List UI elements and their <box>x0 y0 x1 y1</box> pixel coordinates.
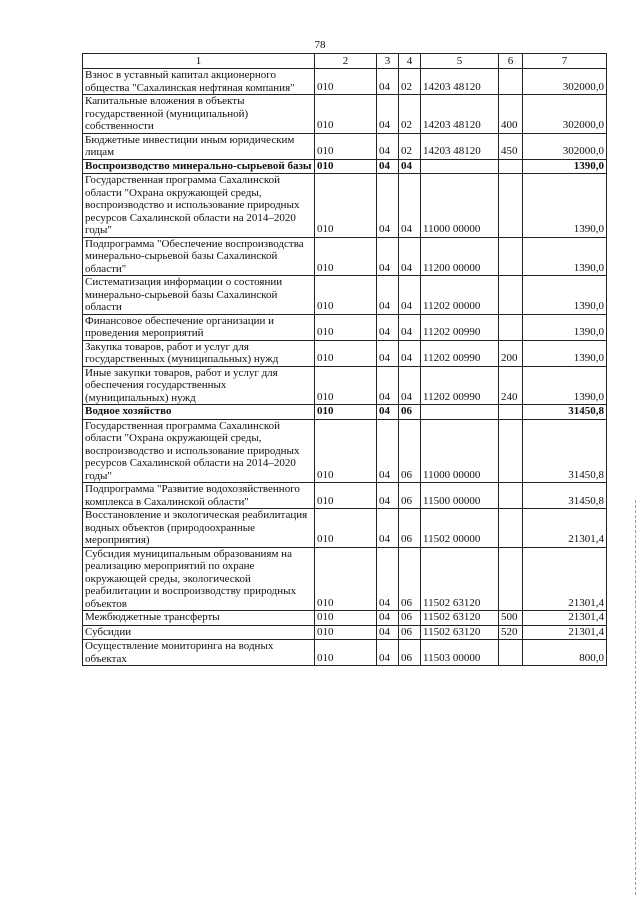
subsection-cell: 06 <box>399 405 421 420</box>
name-cell: Межбюджетные трансферты <box>83 611 315 626</box>
header-cell: 1 <box>83 54 315 69</box>
subsection-cell: 06 <box>399 611 421 626</box>
subsection-cell: 04 <box>399 159 421 174</box>
target-article-cell: 14203 48120 <box>421 69 499 95</box>
amount-cell: 1390,0 <box>523 159 607 174</box>
target-article-cell: 11502 63120 <box>421 625 499 640</box>
header-cell: 3 <box>377 54 399 69</box>
budget-table <box>82 53 607 666</box>
target-article-cell: 11200 00000 <box>421 237 499 276</box>
header-cell: 6 <box>499 54 523 69</box>
table-row <box>83 340 607 366</box>
amount-cell: 1390,0 <box>523 237 607 276</box>
expense-type-cell: 400 <box>499 95 523 134</box>
amount-cell: 21301,4 <box>523 547 607 611</box>
section-cell: 04 <box>377 611 399 626</box>
target-article-cell: 11202 00000 <box>421 276 499 315</box>
expense-type-cell: 200 <box>499 340 523 366</box>
expense-type-cell <box>499 159 523 174</box>
subsection-cell: 06 <box>399 625 421 640</box>
target-article-cell: 11502 63120 <box>421 547 499 611</box>
table-row <box>83 159 607 174</box>
amount-cell: 1390,0 <box>523 276 607 315</box>
table-row <box>83 483 607 509</box>
table-header-row <box>83 54 607 69</box>
section-code-cell: 010 <box>315 547 377 611</box>
table-row <box>83 640 607 666</box>
section-cell: 04 <box>377 276 399 315</box>
expense-type-cell: 240 <box>499 366 523 405</box>
section-code-cell: 010 <box>315 419 377 483</box>
amount-cell: 21301,4 <box>523 625 607 640</box>
amount-cell: 1390,0 <box>523 174 607 238</box>
section-code-cell: 010 <box>315 483 377 509</box>
name-cell: Капитальные вложения в объекты государственной (муниципальной) собственности <box>83 95 315 134</box>
expense-type-cell: 520 <box>499 625 523 640</box>
expense-type-cell <box>499 419 523 483</box>
target-article-cell <box>421 405 499 420</box>
section-cell: 04 <box>377 95 399 134</box>
name-cell: Иные закупки товаров, работ и услуг для обеспечения государственных (муниципальных) нужд <box>83 366 315 405</box>
subsection-cell: 04 <box>399 237 421 276</box>
expense-type-cell <box>499 69 523 95</box>
amount-cell: 31450,8 <box>523 483 607 509</box>
subsection-cell: 06 <box>399 547 421 611</box>
subsection-cell: 02 <box>399 95 421 134</box>
subsection-cell: 06 <box>399 483 421 509</box>
section-code-cell: 010 <box>315 611 377 626</box>
section-cell: 04 <box>377 69 399 95</box>
target-article-cell: 14203 48120 <box>421 95 499 134</box>
amount-cell: 302000,0 <box>523 95 607 134</box>
table-row <box>83 133 607 159</box>
expense-type-cell <box>499 547 523 611</box>
table-row <box>83 69 607 95</box>
table-row <box>83 419 607 483</box>
scan-edge-line <box>635 500 637 895</box>
target-article-cell: 11502 63120 <box>421 611 499 626</box>
subsection-cell: 04 <box>399 276 421 315</box>
expense-type-cell <box>499 509 523 548</box>
section-code-cell: 010 <box>315 340 377 366</box>
target-article-cell: 11202 00990 <box>421 340 499 366</box>
section-code-cell: 010 <box>315 69 377 95</box>
section-code-cell: 010 <box>315 366 377 405</box>
name-cell: Бюджетные инвестиции иным юридическим лицам <box>83 133 315 159</box>
section-code-cell: 010 <box>315 509 377 548</box>
section-code-cell: 010 <box>315 237 377 276</box>
section-code-cell: 010 <box>315 95 377 134</box>
target-article-cell: 11500 00000 <box>421 483 499 509</box>
name-cell: Подпрограмма "Развитие водохозяйственного комплекса в Сахалинской области" <box>83 483 315 509</box>
target-article-cell: 11503 00000 <box>421 640 499 666</box>
header-cell: 5 <box>421 54 499 69</box>
amount-cell: 302000,0 <box>523 133 607 159</box>
subsection-cell: 04 <box>399 366 421 405</box>
table-row <box>83 625 607 640</box>
table-row <box>83 95 607 134</box>
expense-type-cell: 450 <box>499 133 523 159</box>
table-row <box>83 237 607 276</box>
expense-type-cell <box>499 640 523 666</box>
name-cell: Воспроизводство минерально-сырьевой базы <box>83 159 315 174</box>
table-row <box>83 366 607 405</box>
subsection-cell: 06 <box>399 640 421 666</box>
subsection-cell: 02 <box>399 133 421 159</box>
section-code-cell: 010 <box>315 640 377 666</box>
section-code-cell: 010 <box>315 159 377 174</box>
name-cell: Субсидия муниципальным образованиям на реализацию мероприятий по охране окружающей среды, экологической реабилитации и воспроизводству природных объектов <box>83 547 315 611</box>
name-cell: Государственная программа Сахалинской области "Охрана окружающей среды, воспроизводство и использование природных ресурсов Сахалинской области на 2014–2020 годы" <box>83 419 315 483</box>
expense-type-cell: 500 <box>499 611 523 626</box>
amount-cell: 800,0 <box>523 640 607 666</box>
section-code-cell: 010 <box>315 276 377 315</box>
subsection-cell: 06 <box>399 509 421 548</box>
section-cell: 04 <box>377 133 399 159</box>
expense-type-cell <box>499 405 523 420</box>
section-cell: 04 <box>377 509 399 548</box>
expense-type-cell <box>499 174 523 238</box>
subsection-cell: 04 <box>399 174 421 238</box>
section-cell: 04 <box>377 174 399 238</box>
amount-cell: 21301,4 <box>523 611 607 626</box>
name-cell: Систематизация информации о состоянии минерально-сырьевой базы Сахалинской области <box>83 276 315 315</box>
name-cell: Восстановление и экологическая реабилитация водных объектов (природоохранные мероприятия) <box>83 509 315 548</box>
section-code-cell: 010 <box>315 314 377 340</box>
section-cell: 04 <box>377 547 399 611</box>
section-cell: 04 <box>377 237 399 276</box>
target-article-cell <box>421 159 499 174</box>
target-article-cell: 11502 00000 <box>421 509 499 548</box>
table-row <box>83 509 607 548</box>
target-article-cell: 14203 48120 <box>421 133 499 159</box>
header-cell: 4 <box>399 54 421 69</box>
table-row <box>83 276 607 315</box>
amount-cell: 21301,4 <box>523 509 607 548</box>
section-cell: 04 <box>377 159 399 174</box>
table-row <box>83 611 607 626</box>
subsection-cell: 04 <box>399 340 421 366</box>
table-row <box>83 314 607 340</box>
section-code-cell: 010 <box>315 133 377 159</box>
subsection-cell: 06 <box>399 419 421 483</box>
name-cell: Субсидии <box>83 625 315 640</box>
section-cell: 04 <box>377 314 399 340</box>
name-cell: Водное хозяйство <box>83 405 315 420</box>
section-cell: 04 <box>377 640 399 666</box>
section-cell: 04 <box>377 419 399 483</box>
section-cell: 04 <box>377 405 399 420</box>
amount-cell: 1390,0 <box>523 340 607 366</box>
target-article-cell: 11202 00990 <box>421 366 499 405</box>
section-cell: 04 <box>377 340 399 366</box>
table-row <box>83 405 607 420</box>
target-article-cell: 11000 00000 <box>421 174 499 238</box>
section-code-cell: 010 <box>315 174 377 238</box>
amount-cell: 1390,0 <box>523 366 607 405</box>
name-cell: Финансовое обеспечение организации и проведения мероприятий <box>83 314 315 340</box>
amount-cell: 31450,8 <box>523 405 607 420</box>
page-number: 78 <box>314 39 326 51</box>
table-row <box>83 174 607 238</box>
name-cell: Взнос в уставный капитал акционерного общества "Сахалинская нефтяная компания" <box>83 69 315 95</box>
section-cell: 04 <box>377 625 399 640</box>
expense-type-cell <box>499 237 523 276</box>
section-cell: 04 <box>377 366 399 405</box>
header-cell: 7 <box>523 54 607 69</box>
header-cell: 2 <box>315 54 377 69</box>
section-code-cell: 010 <box>315 625 377 640</box>
amount-cell: 302000,0 <box>523 69 607 95</box>
section-cell: 04 <box>377 483 399 509</box>
expense-type-cell <box>499 276 523 315</box>
subsection-cell: 04 <box>399 314 421 340</box>
name-cell: Осуществление мониторинга на водных объектах <box>83 640 315 666</box>
name-cell: Закупка товаров, работ и услуг для государственных (муниципальных) нужд <box>83 340 315 366</box>
name-cell: Подпрограмма "Обеспечение воспроизводства минерально-сырьевой базы Сахалинской области" <box>83 237 315 276</box>
target-article-cell: 11000 00000 <box>421 419 499 483</box>
table-row <box>83 547 607 611</box>
target-article-cell: 11202 00990 <box>421 314 499 340</box>
expense-type-cell <box>499 483 523 509</box>
section-code-cell: 010 <box>315 405 377 420</box>
name-cell: Государственная программа Сахалинской области "Охрана окружающей среды, воспроизводство и использование природных ресурсов Сахалинской области на 2014–2020 годы" <box>83 174 315 238</box>
subsection-cell: 02 <box>399 69 421 95</box>
amount-cell: 31450,8 <box>523 419 607 483</box>
amount-cell: 1390,0 <box>523 314 607 340</box>
expense-type-cell <box>499 314 523 340</box>
